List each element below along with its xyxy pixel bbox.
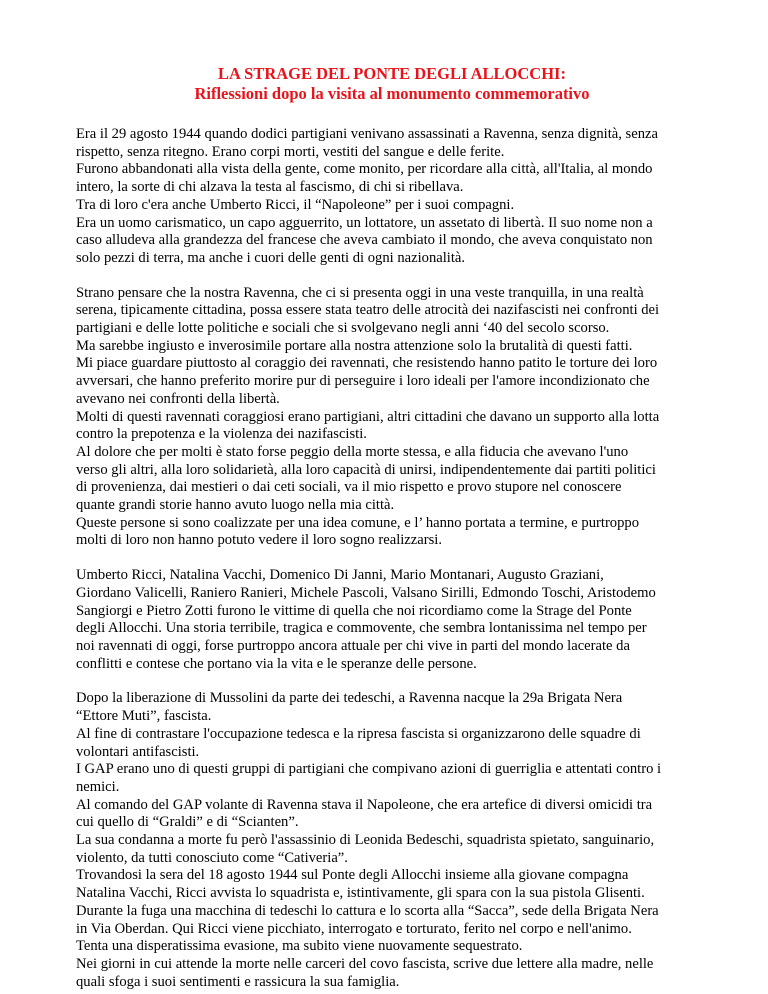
- text-line: cui quello di “Graldi” e di “Scianten”.: [76, 814, 299, 831]
- text-line: Al dolore che per molti è stato forse peggio della morte stessa, e alla fiducia che avevano l'uno: [76, 443, 629, 460]
- text-line: La sua condanna a morte fu però l'assassinio di Leonida Bedeschi, squadrista spietato, sanguinario,: [76, 832, 655, 849]
- text-line: quali sfoga i suoi sentimenti e rassicura la sua famiglia.: [76, 973, 400, 990]
- text-line: contro la prepotenza e la violenza dei nazifascisti.: [76, 426, 367, 443]
- text-line: Ma sarebbe ingiusto e inverosimile portare alla nostra attenzione solo la brutalità di questi fatti.: [76, 337, 633, 354]
- text-line: Era un uomo carismatico, un capo agguerrito, un lottatore, un assetato di libertà. Il suo nome non a: [76, 214, 653, 231]
- text-line: Furono abbandonati alla vista della gente, come monito, per ricordare alla città, all'Italia, al mondo: [76, 161, 653, 178]
- text-line: Molti di questi ravennati coraggiosi erano partigiani, altri cittadini che davano un supporto alla lotta: [76, 408, 660, 425]
- text-line: Al fine di contrastare l'occupazione tedesca e la ripresa fascista si organizzarono delle squadre di: [76, 725, 641, 742]
- text-line: avevano nei confronti della libertà.: [76, 390, 280, 407]
- text-line: Strano pensare che la nostra Ravenna, che ci si presenta oggi in una veste tranquilla, in una realtà: [76, 284, 644, 301]
- text-line: nemici.: [76, 778, 120, 795]
- title-block: [76, 64, 708, 104]
- text-line: Era il 29 agosto 1944 quando dodici partigiani venivano assassinati a Ravenna, senza dignità, senza: [76, 126, 658, 142]
- text-line: partigiani e delle lotte politiche e sociali che si svolgevano negli anni ‘40 del secolo scorso.: [76, 320, 610, 337]
- text-line: verso gli altri, alla loro solidarietà, alla loro capacità di unirsi, indipendentemente dai partiti politici: [76, 461, 656, 478]
- text-line: noi ravennati di oggi, forse purtroppo ancora attuale per chi vive in parti del mondo lacerate da: [76, 637, 630, 654]
- text-line: quante grandi storie hanno avuto luogo nella mia città.: [76, 497, 395, 514]
- text-line: I GAP erano uno di questi gruppi di partigiani che compivano azioni di guerriglia e attentati contro i: [76, 761, 662, 778]
- text-line: conflitti e contese che portano via la vita e le speranze delle persone.: [76, 655, 477, 672]
- text-line: Tra di loro c'era anche Umberto Ricci, il “Napoleone” per i suoi compagni.: [76, 196, 515, 213]
- text-line: Al comando del GAP volante di Ravenna stava il Napoleone, che era artefice di diversi omicidi tra: [76, 796, 653, 813]
- text-line: volontari antifascisti.: [76, 743, 200, 760]
- text-line: Durante la fuga una macchina di tedeschi lo cattura e lo scorta alla “Sacca”, sede della Brigata Nera: [76, 902, 659, 919]
- text-line: Mi piace guardare piuttosto al coraggio dei ravennati, che resistendo hanno patito le torture dei loro: [76, 355, 658, 372]
- text-line: Giordano Valicelli, Raniero Ranieri, Michele Pascoli, Valsano Sirilli, Edmondo Toschi, Aristodemo: [76, 584, 656, 601]
- text-line: caso alludeva alla grandezza del francese che aveva cambiato il mondo, che aveva conquistato non: [76, 232, 653, 249]
- body-text: [76, 126, 708, 991]
- text-line: violento, da tutti conosciuto come “Cativeria”.: [76, 849, 348, 866]
- text-line: avversari, che hanno preferito morire pur di perseguire i loro ideali per l'amore incondizionato che: [76, 373, 650, 390]
- text-line: Queste persone si sono coalizzate per una idea comune, e l’ hanno portata a termine, e purtroppo: [76, 514, 639, 531]
- text-line: di provenienza, dai mestieri o dai ceti sociali, va il mio rispetto e provo stupore nel conoscere: [76, 479, 622, 496]
- text-line: solo pezzi di terra, ma anche i cuori delle genti di ogni nazionalità.: [76, 249, 466, 266]
- page-subtitle: Riflessioni dopo la visita al monumento commemorativo: [194, 84, 590, 103]
- text-line: Nei giorni in cui attende la morte nelle carceri del covo fascista, scrive due lettere alla madre, nelle: [76, 955, 654, 972]
- text-line: Dopo la liberazione di Mussolini da parte dei tedeschi, a Ravenna nacque la 29a Brigata Nera: [76, 690, 623, 707]
- text-line: Sangiorgi e Pietro Zotti furono le vittime di quella che noi ricordiamo come la Strage del Ponte: [76, 602, 632, 619]
- text-line: Tenta una disperatissima evasione, ma subito viene nuovamente sequestrato.: [76, 938, 523, 955]
- paragraph: [76, 285, 708, 551]
- text-line: molti di loro non hanno potuto vedere il loro sogno realizzarsi.: [76, 532, 442, 549]
- text-line: serena, tipicamente cittadina, possa essere stata teatro delle atrocità dei nazifascisti nei confronti dei: [76, 302, 660, 319]
- page-title: LA STRAGE DEL PONTE DEGLI ALLOCCHI:: [218, 64, 566, 83]
- text-line: intero, la sorte di chi alzava la testa al fascismo, di chi si ribellava.: [76, 179, 464, 196]
- text-line: Trovandosi la sera del 18 agosto 1944 sul Ponte degli Allocchi insieme alla giovane compagna: [76, 867, 629, 884]
- text-line: Umberto Ricci, Natalina Vacchi, Domenico Di Janni, Mario Montanari, Augusto Graziani,: [76, 567, 604, 584]
- text-line: rispetto, senza ritegno. Erano corpi morti, vestiti del sangue e delle ferite.: [76, 143, 505, 160]
- paragraph: [76, 690, 708, 991]
- text-line: Natalina Vacchi, Ricci avvista lo squadrista e, istintivamente, gli spara con la sua pistola Glisenti.: [76, 885, 645, 902]
- text-line: degli Allocchi. Una storia terribile, tragica e commovente, che sembra lontanissima nel tempo per: [76, 620, 647, 637]
- paragraph: [76, 126, 708, 268]
- text-line: in Via Oberdan. Qui Ricci viene picchiato, interrogato e torturato, ferito nel corpo e nell'animo.: [76, 920, 632, 937]
- text-line: “Ettore Muti”, fascista.: [76, 708, 212, 725]
- paragraph: [76, 567, 708, 673]
